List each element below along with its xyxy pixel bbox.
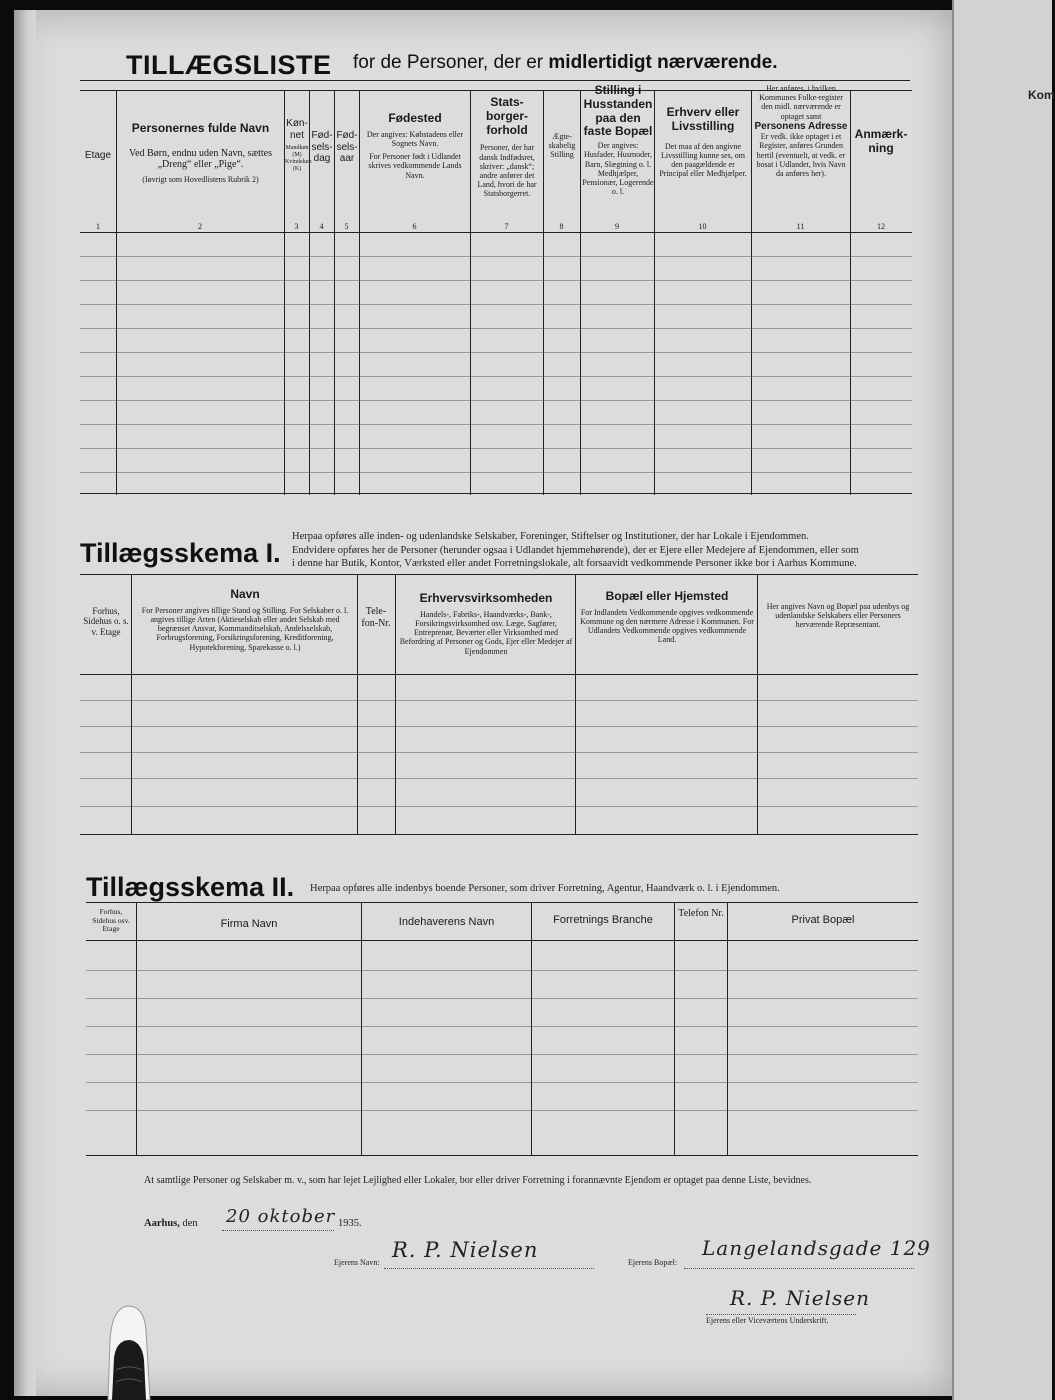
col-number: 10 — [698, 222, 707, 231]
skema2-description: Herpaa opføres alle indenbys boende Personer, som driver Forretning, Agentur, Haandværk o. l. i Ejendommen. — [310, 883, 780, 894]
col-header-navn: Personernes fulde Navn Ved Børn, endnu uden Navn, sættes „Dreng“ eller „Pige“. (Iøvrigt som Hovedlistens Rubrik 2) — [128, 121, 273, 184]
col-header-koennet: Køn-net Mandkøn (M) Kvindekøn (K) — [285, 118, 312, 172]
col-header-foedested: Fødested Der angives: Købstadens eller Sognets Navn. For Personer født i Udlandet skrives vedkommende Lands Navn. — [366, 111, 464, 180]
col-number: 2 — [198, 222, 202, 231]
skema2-col-telefon: Telefon Nr. — [678, 908, 724, 919]
document-page — [14, 10, 952, 1396]
title-rule — [80, 80, 910, 81]
thumb-photo-artifact — [90, 1300, 180, 1400]
col-header-aegteskabelig: Ægte-skabelig Stilling — [548, 132, 576, 160]
handwritten-owner-name: R. P. Nielsen — [392, 1238, 539, 1262]
document-subtitle: for de Personer, der er midlertidigt nærværende. — [353, 52, 778, 73]
skema1-col-telefon: Tele-fon-Nr. — [361, 606, 391, 629]
owner-address-label: Ejerens Bopæl: — [628, 1258, 678, 1267]
adjacent-page-edge — [952, 0, 1055, 1400]
city-label: Aarhus, den — [144, 1218, 198, 1229]
col-header-erhverv: Erhverv eller Livsstilling Det maa af den angivne Livsstilling kunne ses, om den paagældende er Principal eller Medhjælper. — [659, 105, 747, 179]
skema1-col-erhverv: Erhvervsvirksomheden Handels-, Fabriks-, Haandværks-, Bank-, Forsikringsvirksomhed osv. Læge, Sagfører, Entreprenør, Beværter eller Virksomhed med Befordring af Personer og Gods, Ejer eller Medejer af Ejendommen — [399, 591, 573, 656]
skema2-col-privat-bopael: Privat Bopæl — [791, 914, 855, 926]
skema2-title: Tillægsskema II. — [86, 872, 295, 902]
skema2-col-firma: Firma Navn — [220, 918, 278, 930]
col-header-anmaerkning: Anmærk-ning — [854, 127, 908, 155]
skema1-col-etage: Forhus, Sidehus o. s. v. Etage — [83, 606, 129, 637]
col-number: 6 — [412, 222, 417, 231]
col-number: 11 — [796, 222, 805, 231]
col-header-stilling: Stilling i Husstanden paa den faste Bopæl Der angives: Husfader, Husmoder, Barn, Slægtning o. l. Medhjælper, Pensionær, Logerende o. l. — [582, 83, 654, 197]
document-title: TILLÆGSLISTE — [126, 50, 332, 80]
adjacent-page-text: Kom — [1028, 88, 1055, 102]
col-number: 1 — [96, 222, 100, 231]
col-number: 3 — [294, 222, 299, 231]
year-text: 1935. — [338, 1218, 362, 1229]
handwritten-signature: R. P. Nielsen — [730, 1286, 871, 1310]
skema1-title: Tillægsskema I. — [80, 538, 281, 568]
skema2-col-indehaver: Indehaverens Navn — [398, 916, 495, 928]
owner-name-label: Ejerens Navn: — [334, 1258, 380, 1267]
handwritten-date: 20 oktober — [226, 1206, 336, 1227]
skema2-col-etage: Forhus, Sidehus osv. Etage — [92, 907, 130, 934]
page-binding-edge — [14, 10, 36, 1396]
handwritten-owner-address: Langelandsgade 129 — [702, 1236, 931, 1260]
col-header-adresse: Her anføres, i hvilken Kommunes Folke-register den midl. nærværende er optaget samt Personens Adresse Er vedk. ikke optaget i et Register, anføres Grunden hertil (eventuelt, at vedk. er bosat i Udlandet, hvis Navn da anføres her). — [754, 84, 848, 178]
col-number: 12 — [877, 222, 885, 231]
col-number: 4 — [319, 222, 324, 231]
skema1-col-navn: Navn For Personer angives tillige Stand og Stilling. For Selskaber o. l. angives tillige Arten (Aktieselskab eller andet Selskab med begrænset Ansvar, Kommanditselskab, Andelsselskab, Forbrugsforening, Forsikringsforening, Kreditforening, Hypotekforening, Sparekasse o. l.) — [141, 587, 349, 652]
signature-label: Ejerens eller Viceværtens Underskrift. — [706, 1316, 829, 1325]
col-number: 8 — [559, 222, 564, 231]
col-number: 7 — [504, 222, 509, 231]
skema1-col-repraesentant: Her angives Navn og Bopæl paa udenbys og udenlandske Selskabers eller Personers herværende Repræsentant. — [766, 602, 910, 630]
col-header-etage: Etage — [84, 150, 112, 161]
col-header-statsborgerforhold: Stats-borger-forhold Personer, der har dansk Indfødsret, skriver: „dansk“; andre anfører det Land, hvori de har Statsborgerret. — [477, 95, 537, 199]
skema1-col-bopael: Bopæl eller Hjemsted For Indlandets Vedkommende opgives vedkommende Kommune og den nærmere Adresse i Kommunen. For Udlandets Vedkommende opgives vedkommende Land. — [580, 589, 754, 645]
skema1-description: Herpaa opføres alle inden- og udenlandske Selskaber, Foreninger, Stiftelser og Institutioner, der har Lokale i Ejendommen. Endvidere opføres her de Personer (herunder ogsaa i Udlandet hjemmehørende), der er Ejere eller Medejere af Ejendommen, eller som i denne har Butik, Kontor, Værksted eller andet Forretningslokale, alt forsaavidt vedkommende Personer ikke bor i Aarhus Kommune. — [292, 531, 859, 570]
col-header-foedselsaar: Fød-sels-aar — [336, 130, 358, 164]
col-number: 9 — [615, 222, 619, 231]
col-number: 5 — [344, 222, 349, 231]
skema2-col-branche: Forretnings Branche — [553, 914, 653, 926]
attestation-text: At samtlige Personer og Selskaber m. v., som har lejet Lejlighed eller Lokaler, bor eller driver Forretning i forannævnte Ejendom er optaget paa denne Liste, bevidnes. — [144, 1175, 812, 1186]
col-header-foedselsdag: Fød-sels-dag — [311, 130, 333, 164]
